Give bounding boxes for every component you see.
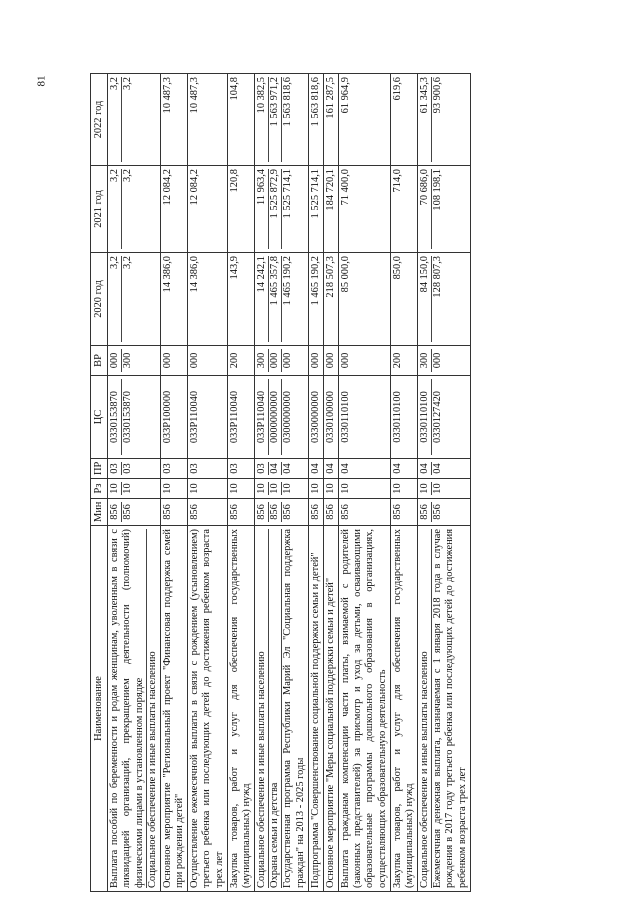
row-vr: 300: [256, 352, 268, 369]
row-pr: 04: [309, 463, 321, 474]
row-pr: 03: [109, 463, 121, 474]
row-vr: 000: [189, 352, 201, 369]
row-value-2020-cell: [418, 253, 471, 346]
row-pr: 03: [161, 463, 173, 474]
table-row: [323, 74, 338, 892]
table-row: [418, 74, 471, 892]
row-rz-cell: [255, 479, 309, 499]
row-value-2022-cell: [390, 74, 417, 166]
row-rz: 10: [309, 483, 321, 494]
row-min: 856: [228, 504, 240, 520]
row-value-2021-cell: [323, 166, 338, 253]
row-name: Социальное обеспечение и иные выплаты населению: [419, 651, 431, 888]
row-value-2020: 1 465 190,2: [281, 256, 294, 342]
row-rz: 10: [109, 483, 121, 494]
row-name-cell: [188, 526, 228, 892]
row-name-cell: [339, 526, 391, 892]
row-pr-cell: [390, 459, 417, 479]
row-cs: 0330110100: [391, 391, 403, 443]
row-vr-cell: [108, 346, 161, 376]
row-rz-cell: [390, 479, 417, 499]
row-value-2022-cell: [339, 74, 391, 166]
row-vr-cell: [339, 346, 391, 376]
row-cs: 0330100000: [324, 391, 336, 443]
row-value-2022-cell: [255, 74, 309, 166]
row-cs-cell: [418, 376, 471, 459]
header-name: Наименование: [91, 526, 108, 892]
row-value-2020: 14 386,0: [189, 256, 201, 293]
row-pr: 04: [340, 463, 352, 474]
row-value-2021: 12 084,2: [161, 169, 173, 206]
row-min: 856: [391, 504, 403, 520]
header-cs: ЦС: [91, 376, 108, 459]
row-rz-cell: [418, 479, 471, 499]
row-value-2022-cell: [227, 74, 254, 166]
row-value-2021: 71 400,0: [340, 169, 352, 206]
row-value-2022-cell: [308, 74, 323, 166]
row-vr-cell: [323, 346, 338, 376]
row-value-2020-cell: [390, 253, 417, 346]
row-value-2022: 3,2: [109, 77, 121, 90]
row-pr: 04: [432, 463, 444, 474]
row-cs: 0330000000: [309, 391, 321, 443]
table-row: [390, 74, 417, 892]
row-vr: 000: [324, 352, 336, 369]
row-name: Охрана семьи и детства: [268, 529, 281, 888]
row-vr: 000: [281, 349, 294, 372]
table-row: [188, 74, 228, 892]
row-value-2021: 120,8: [228, 169, 240, 193]
row-rz-cell: [308, 479, 323, 499]
row-value-2021: 1 525 714,1: [281, 169, 294, 249]
table-row: [339, 74, 391, 892]
row-min: 856: [419, 504, 431, 520]
row-vr-cell: [188, 346, 228, 376]
row-min-cell: [108, 499, 161, 526]
row-pr-cell: [227, 459, 254, 479]
row-value-2020: 14 386,0: [161, 256, 173, 293]
row-cs: 0330110100: [419, 391, 431, 443]
row-value-2022: 619,6: [391, 77, 403, 101]
row-vr: 000: [431, 349, 444, 372]
row-value-2020-cell: [323, 253, 338, 346]
row-value-2020: 84 150,0: [419, 256, 431, 293]
row-value-2022: 3,2: [121, 77, 134, 162]
row-value-2020: 143,9: [228, 256, 240, 280]
row-pr-cell: [255, 459, 309, 479]
table-row: [108, 74, 161, 892]
row-pr-cell: [188, 459, 228, 479]
row-value-2022-cell: [188, 74, 228, 166]
row-value-2020: 14 242,1: [256, 256, 268, 293]
row-name: Выплата пособий по беременности и родам женщинам, уволенным в связи с ликвидацией организаций, прекращением деятельности (полномочий) физическими лицами в установленном порядке: [109, 529, 145, 888]
row-rz-cell: [227, 479, 254, 499]
row-value-2020-cell: [188, 253, 228, 346]
page-number: 81: [35, 75, 48, 87]
row-name: Закупка товаров, работ и услуг для обеспечения государственных (муниципальных) нужд: [391, 529, 415, 888]
row-vr-cell: [160, 346, 187, 376]
row-value-2021: 3,2: [121, 169, 134, 249]
row-value-2022: 1 563 818,6: [309, 77, 321, 127]
row-pr-cell: [160, 459, 187, 479]
row-name-cell: [308, 526, 323, 892]
row-value-2022: 10 487,3: [161, 77, 173, 114]
row-min-cell: [418, 499, 471, 526]
row-value-2021: 1 525 872,9: [268, 169, 281, 249]
row-value-2022: 1 563 971,2: [268, 77, 281, 162]
row-cs: 033P110040: [189, 390, 201, 444]
row-name: Выплата гражданам компенсации части платы, взимаемой с родителей (законных представителей) за присмотр и уход за детьми, осваивающими образовательные программы дошкольного образования в организациях, осуществляющих образовательную деятельность: [340, 529, 388, 888]
row-vr-cell: [227, 346, 254, 376]
row-name-cell: [390, 526, 417, 892]
table-row: [160, 74, 187, 892]
rotated-page: [90, 74, 565, 892]
row-pr-cell: [339, 459, 391, 479]
row-value-2020-cell: [339, 253, 391, 346]
row-value-2022-cell: [108, 74, 161, 166]
row-cs-cell: [227, 376, 254, 459]
row-value-2021-cell: [308, 166, 323, 253]
header-rz: Рз: [91, 479, 108, 499]
row-pr-cell: [108, 459, 161, 479]
row-rz: 10: [256, 483, 268, 494]
row-min: 856: [324, 504, 336, 520]
row-cs: 0330127420: [431, 379, 444, 455]
row-value-2021-cell: [418, 166, 471, 253]
row-name: Основное мероприятие "Региональный проект "Финансовая поддержка семей при рождении детей": [161, 529, 186, 888]
row-pr-cell: [323, 459, 338, 479]
row-value-2021-cell: [227, 166, 254, 253]
row-value-2020: 3,2: [109, 256, 121, 269]
row-rz: 10: [122, 483, 134, 494]
row-value-2020-cell: [255, 253, 309, 346]
row-min: 856: [121, 502, 134, 522]
row-pr: 03: [256, 463, 268, 474]
row-rz: 10: [269, 483, 281, 494]
row-min: 856: [309, 504, 321, 520]
row-min-cell: [339, 499, 391, 526]
row-value-2022: 93 900,6: [431, 77, 444, 162]
row-value-2022: 10 382,5: [256, 77, 268, 114]
budget-table: [90, 73, 471, 892]
row-cs-cell: [390, 376, 417, 459]
table-header-row: [91, 74, 108, 892]
row-name-cell: [418, 526, 471, 892]
row-value-2022-cell: [323, 74, 338, 166]
row-vr-cell: [255, 346, 309, 376]
row-vr: 000: [340, 352, 352, 369]
row-pr: 04: [324, 463, 336, 474]
row-value-2021: 184 720,1: [324, 169, 336, 211]
row-pr: 03: [122, 463, 134, 474]
row-value-2020: 3,2: [121, 256, 134, 342]
row-rz: 10: [228, 483, 240, 494]
row-value-2020: 128 807,3: [431, 256, 444, 342]
row-value-2020: 85 000,0: [340, 256, 352, 293]
row-cs: 033P100000: [161, 390, 173, 444]
row-cs-cell: [255, 376, 309, 459]
header-min: Мин: [91, 499, 108, 526]
row-min: 856: [256, 504, 268, 520]
row-pr-cell: [308, 459, 323, 479]
row-value-2021-cell: [108, 166, 161, 253]
row-value-2022-cell: [418, 74, 471, 166]
row-pr: 04: [419, 463, 431, 474]
row-pr: 04: [391, 463, 403, 474]
row-vr: 000: [309, 352, 321, 369]
row-value-2022: 1 563 818,6: [281, 77, 294, 162]
row-min: 856: [431, 502, 444, 522]
header-2021: 2021 год: [91, 166, 108, 253]
header-vr: ВР: [91, 346, 108, 376]
row-cs-cell: [308, 376, 323, 459]
row-value-2021: 12 084,2: [189, 169, 201, 206]
row-rz: 10: [324, 483, 336, 494]
row-cs-cell: [160, 376, 187, 459]
row-value-2020-cell: [108, 253, 161, 346]
row-name: Социальное обеспечение и иные выплаты населению: [146, 529, 159, 888]
row-cs: 0000000000: [268, 379, 281, 455]
row-value-2020-cell: [308, 253, 323, 346]
row-name: Государственная программа Республики Марий Эл "Социальная поддержка граждан" на 2013 - 2025 годы: [282, 529, 306, 888]
row-cs: 033P110040: [228, 390, 240, 444]
row-vr: 300: [121, 349, 134, 372]
row-min: 856: [161, 504, 173, 520]
row-vr-cell: [308, 346, 323, 376]
row-value-2022: 104,8: [228, 77, 240, 101]
row-cs-cell: [188, 376, 228, 459]
row-value-2022: 61 345,3: [419, 77, 431, 114]
row-name: Ежемесячная денежная выплата, назначаемая с 1 января 2018 года в случае рождения в 2017 году третьего ребенка или последующих детей до достижения ребенком возраста трех лет: [432, 529, 468, 888]
row-name: Подпрограмма "Совершенствование социальной поддержки семьи и детей": [309, 552, 321, 888]
row-value-2022: 10 487,3: [189, 77, 201, 114]
row-value-2021: 1 525 714,1: [309, 169, 321, 219]
row-min-cell: [255, 499, 309, 526]
row-min: 856: [268, 502, 281, 522]
row-rz: 10: [189, 483, 201, 494]
row-cs: 0330153870: [121, 379, 134, 455]
row-rz: 10: [282, 483, 294, 494]
row-pr: 03: [189, 463, 201, 474]
row-pr: 03: [228, 463, 240, 474]
row-min-cell: [308, 499, 323, 526]
row-rz: 10: [391, 483, 403, 494]
row-cs: 0300000000: [281, 379, 294, 455]
row-value-2021: 108 198,1: [431, 169, 444, 249]
row-rz: 10: [161, 483, 173, 494]
row-cs: 0330110100: [340, 391, 352, 443]
table-row: [255, 74, 309, 892]
row-value-2020: 1 465 190,2: [309, 256, 321, 306]
header-2022: 2022 год: [91, 74, 108, 166]
table-body: [108, 74, 471, 892]
row-rz-cell: [188, 479, 228, 499]
row-value-2021-cell: [339, 166, 391, 253]
row-value-2021-cell: [160, 166, 187, 253]
row-name: Осуществление ежемесячной выплаты в связи с рождением (усыновлением) третьего ребенка или последующих детей до достижения ребенком возраста трех лет: [189, 529, 225, 888]
row-value-2020: 850,0: [391, 256, 403, 280]
row-name: Основное мероприятие "Меры социальной поддержки семьи и детей": [324, 577, 336, 888]
row-vr-cell: [390, 346, 417, 376]
row-cs-cell: [323, 376, 338, 459]
row-rz-cell: [339, 479, 391, 499]
row-cs: 0330153870: [109, 391, 121, 443]
table-row: [227, 74, 254, 892]
row-cs-cell: [108, 376, 161, 459]
row-rz: 10: [432, 483, 444, 494]
row-min-cell: [390, 499, 417, 526]
row-value-2020: 218 507,3: [324, 256, 336, 298]
header-2020: 2020 год: [91, 253, 108, 346]
row-name-cell: [160, 526, 187, 892]
row-rz-cell: [108, 479, 161, 499]
row-name-cell: [255, 526, 309, 892]
row-name-cell: [227, 526, 254, 892]
row-value-2022: 161 287,5: [324, 77, 336, 119]
row-vr: 000: [109, 352, 121, 369]
row-value-2021-cell: [255, 166, 309, 253]
row-value-2020: 1 465 357,8: [268, 256, 281, 342]
row-name: Закупка товаров, работ и услуг для обеспечения государственных (муниципальных) нужд: [228, 529, 252, 888]
row-vr-cell: [418, 346, 471, 376]
row-min-cell: [188, 499, 228, 526]
row-vr: 300: [419, 352, 431, 369]
row-rz: 10: [340, 483, 352, 494]
row-value-2020-cell: [160, 253, 187, 346]
row-min: 856: [340, 504, 352, 520]
row-vr: 200: [228, 352, 240, 369]
row-vr: 200: [391, 352, 403, 369]
row-name-cell: [108, 526, 161, 892]
row-min: 856: [109, 504, 121, 520]
row-min-cell: [323, 499, 338, 526]
row-min-cell: [160, 499, 187, 526]
row-value-2021: 3,2: [109, 169, 121, 182]
row-value-2021: 70 686,0: [419, 169, 431, 206]
row-pr: 04: [269, 463, 281, 474]
row-value-2021: 11 963,4: [256, 169, 268, 205]
row-min-cell: [227, 499, 254, 526]
row-min: 856: [189, 504, 201, 520]
row-vr: 000: [268, 349, 281, 372]
row-pr-cell: [418, 459, 471, 479]
row-cs: 033P110040: [256, 390, 268, 444]
row-value-2021: 714,0: [391, 169, 403, 193]
row-name-cell: [323, 526, 338, 892]
row-cs-cell: [339, 376, 391, 459]
row-value-2021-cell: [390, 166, 417, 253]
row-rz-cell: [160, 479, 187, 499]
row-value-2020-cell: [227, 253, 254, 346]
row-rz: 10: [419, 483, 431, 494]
header-pr: ПР: [91, 459, 108, 479]
row-vr: 000: [161, 352, 173, 369]
row-pr: 04: [282, 463, 294, 474]
row-value-2022: 61 964,9: [340, 77, 352, 114]
row-value-2022-cell: [160, 74, 187, 166]
row-rz-cell: [323, 479, 338, 499]
table-row: [308, 74, 323, 892]
row-value-2021-cell: [188, 166, 228, 253]
row-name: Социальное обеспечение и иные выплаты населению: [256, 651, 268, 888]
row-min: 856: [281, 502, 294, 522]
